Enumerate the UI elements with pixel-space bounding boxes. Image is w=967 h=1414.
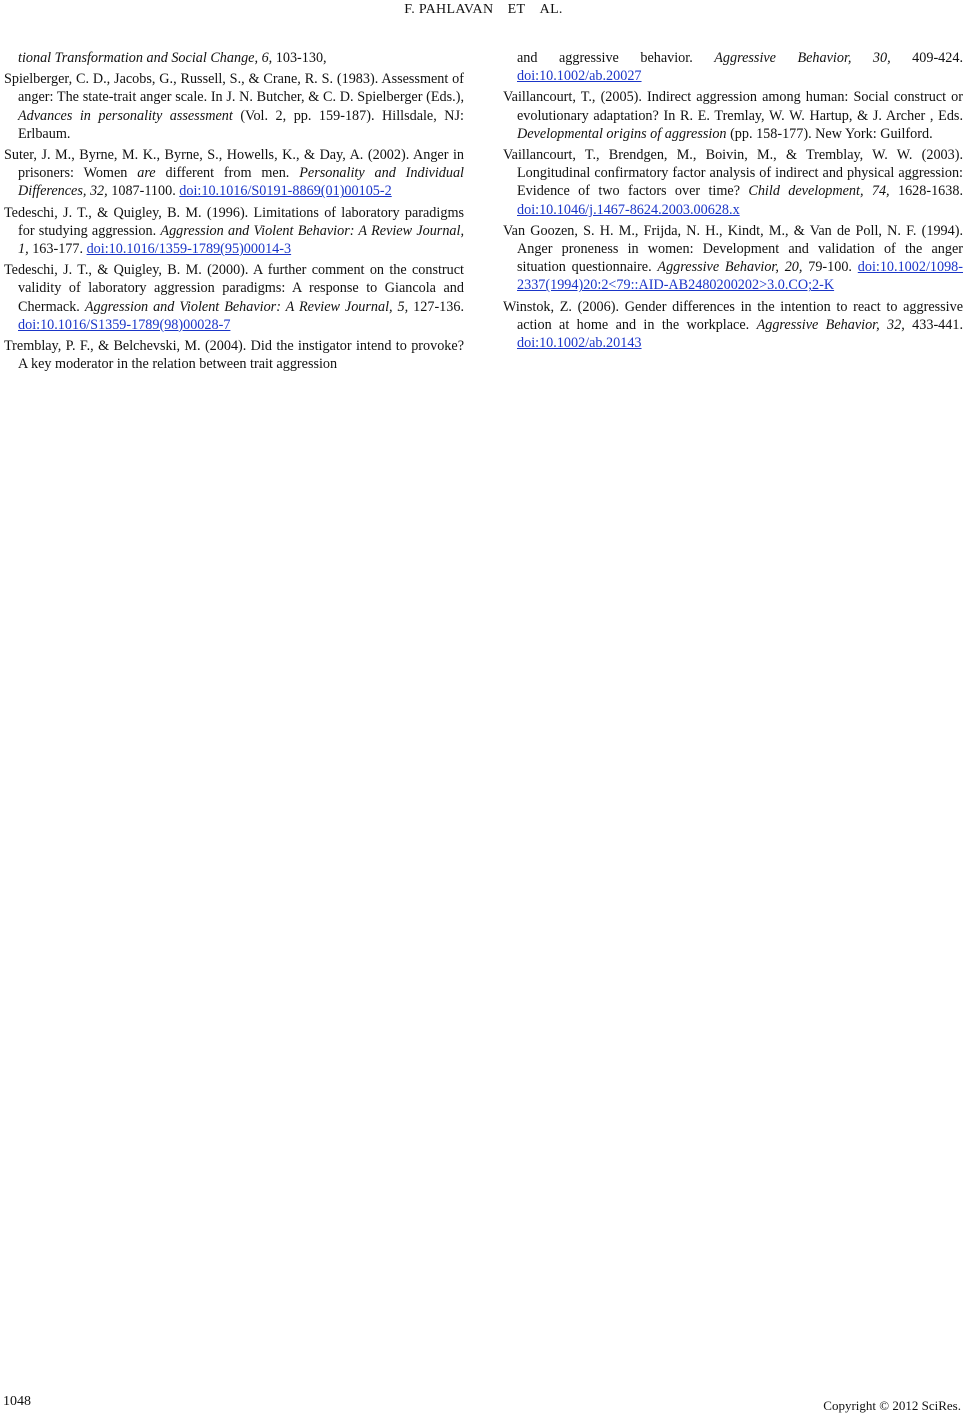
reference-text: Spielberger, C. D., Jacobs, G., Russell, S., & Crane, R. S. (1983). Assessment of anger: The state-trait anger scale. In J. N. Butcher, & C. D. Spielberger (Eds.), [4,71,464,106]
references-right-column [503,49,963,355]
reference-source-title: Advances in personality assessment [18,107,233,124]
reference-text: Van Goozen, S. H. M., Frijda, N. H., Kindt, M., & Van de Poll, N. F. (1994). Anger proneness in women: Development and validation of the anger situation questionnaire. [503,222,963,276]
doi-link[interactable]: doi:10.1046/j.1467-8624.2003.00628.x [517,201,740,218]
reference-source-title: Aggression and Violent Behavior: A Review Journal, 1, [18,222,464,258]
reference-text: 1087-1100. [107,183,180,200]
doi-link[interactable]: doi:10.1002/ab.20027 [517,68,642,85]
doi-link[interactable]: doi:10.1016/S0191-8869(01)00105-2 [179,183,392,200]
reference-source-title: Personality and Individual Differences, 32, [18,165,464,200]
running-head: F. PAHLAVAN ET AL. [404,2,563,17]
reference-source-title: Aggression and Violent Behavior: A Review Journal, 5, [84,298,409,315]
reference-text: 409-424. [890,50,963,66]
doi-link[interactable]: doi:10.1016/S1359-1789(98)00028-7 [18,316,231,333]
reference-entry [4,204,464,259]
reference-text: 127-136. [408,298,464,315]
doi-link[interactable]: doi:10.1002/ab.20143 [517,335,642,352]
reference-text: 433-441. [904,316,963,333]
reference-entry [503,222,963,295]
reference-text: 79-100. [802,259,858,276]
reference-entry [503,146,963,219]
page-number: 1048 [3,1394,31,1409]
reference-text: Tedeschi, J. T., & Quigley, B. M. (2000). A further comment on the construct validity of laboratory aggression paradigms: A response to Giancola and Chermack. [4,262,464,315]
doi-link[interactable]: doi:10.1016/1359-1789(95)00014-3 [86,241,292,258]
reference-text: Winstok, Z. (2006). Gender differences in the intention to react to aggressive action at home and in the workplace. [503,298,963,333]
reference-continuation [4,49,464,67]
reference-text: Vaillancourt, T., Brendgen, M., Boivin, M., & Tremblay, W. W. (2003). Longitudinal confirmatory factor analysis of indirect and physical aggression: Evidence of two factors over time? [503,147,963,200]
reference-source-title: Aggressive Behavior, 32, [756,316,905,333]
copyright-notice: Copyright © 2012 SciRes. [823,1398,961,1413]
reference-entry [4,261,464,334]
reference-source-title: Child development, 74, [748,183,890,200]
reference-text: different from men. [155,165,300,182]
reference-text: Tremblay, P. F., & Belchevski, M. (2004). Did the instigator intend to provoke? A key moderator in the relation between trait aggression [4,338,464,373]
reference-entry [503,298,963,353]
reference-source-title: Developmental origins of aggression [517,125,727,142]
reference-source-title: are [137,165,156,182]
reference-text: Suter, J. M., Byrne, M. K., Byrne, S., Howells, K., & Day, A. (2002). Anger in prisoners: Women [4,147,464,182]
reference-source-title: Aggressive Behavior, 20, [657,259,803,276]
reference-text: Vaillancourt, T., (2005). Indirect aggression among human: Social construct or evolutionary adaptation? In R. E. Tremlay, W. W. Hartup, & J. Archer , Eds. [503,89,963,124]
reference-text: (Vol. 2, pp. 159-187). Hillsdale, NJ: Erlbaum. [18,107,464,142]
reference-entry [4,337,464,373]
reference-text: 1628-1638. [889,183,963,200]
reference-text: and aggressive behavior. [517,50,715,66]
doi-link[interactable]: doi:10.1002/1098-2337(1994)20:2<79::AID-AB2480200202>3.0.CO;2-K [517,259,963,294]
references-left-column [4,49,464,376]
reference-continuation [503,49,963,85]
reference-text: (pp. 158-177). New York: Guilford. [726,125,933,142]
reference-entry [4,70,464,143]
reference-entry [4,146,464,201]
reference-source-title: tional Transformation and Social Change, 6, [18,50,273,66]
reference-text: Tedeschi, J. T., & Quigley, B. M. (1996). Limitations of laboratory paradigms for studying aggression. [4,204,464,239]
reference-text: 103-130, [272,50,327,66]
reference-text: 163-177. [28,241,87,258]
reference-entry [503,88,963,143]
reference-source-title: Aggressive Behavior, 30, [714,50,891,66]
